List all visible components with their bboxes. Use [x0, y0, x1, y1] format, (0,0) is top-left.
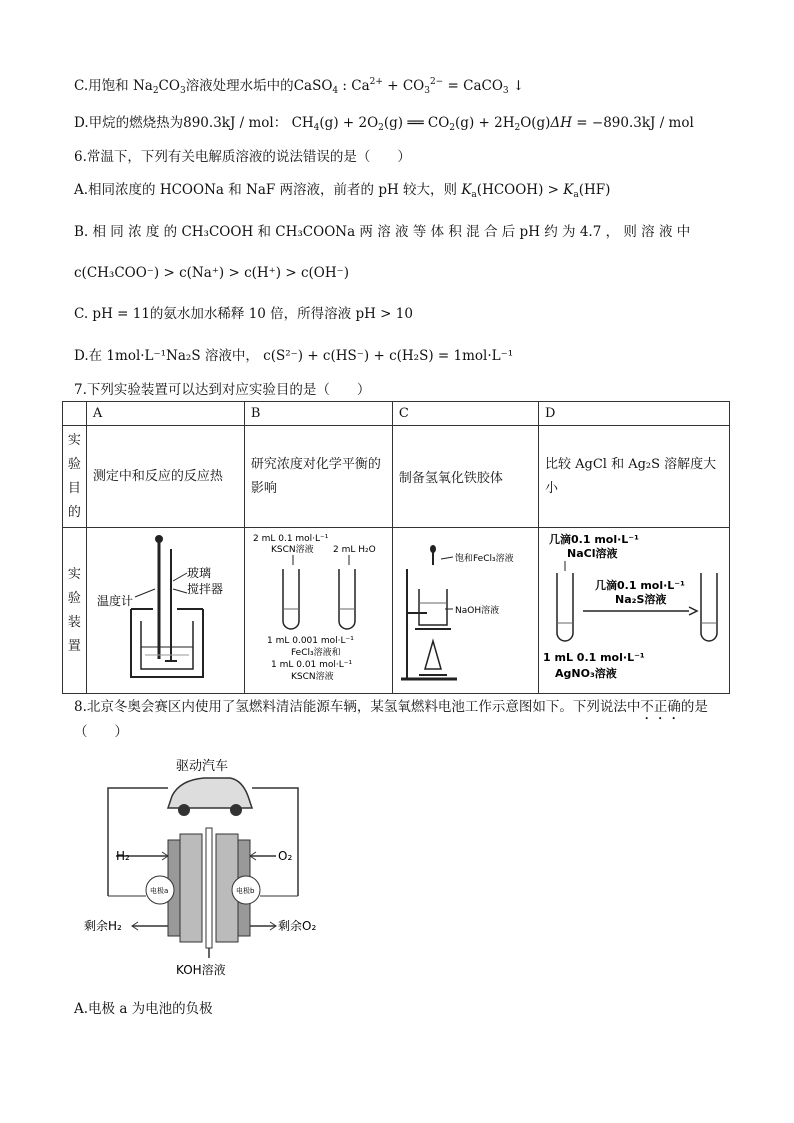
car-icon — [168, 778, 252, 816]
svg-text:电极a: 电极a — [150, 887, 169, 895]
svg-text:AgNO₃溶液: AgNO₃溶液 — [555, 666, 617, 680]
svg-text:电极b: 电极b — [236, 887, 255, 895]
car-label: 驱动汽车 — [176, 759, 229, 774]
svg-text:1 mL 0.01 mol·L⁻¹: 1 mL 0.01 mol·L⁻¹ — [271, 659, 353, 670]
purpose-c: 制备氢氧化铁胶体 — [392, 426, 538, 528]
apparatus-b — [244, 528, 392, 694]
col-head-b: B — [244, 402, 392, 426]
q8-stem: 8.北京冬奥会赛区内使用了氢燃料清洁能源车辆，某氢氧燃料电池工作示意图如下。下列说法中不正确的是 — [74, 699, 708, 715]
q8-paren: （ ） — [74, 724, 128, 740]
apparatus-a — [86, 528, 244, 694]
svg-text:1 mL 0.1 mol·L⁻¹: 1 mL 0.1 mol·L⁻¹ — [543, 650, 645, 664]
svg-text:饱和FeCl₃溶液: 饱和FeCl₃溶液 — [455, 553, 515, 564]
svg-text:玻璃: 玻璃 — [187, 565, 212, 580]
svg-text:1 mL 0.001 mol·L⁻¹: 1 mL 0.001 mol·L⁻¹ — [267, 635, 355, 646]
svg-text:剩余O₂: 剩余O₂ — [278, 919, 317, 933]
q7-stem: 7.下列实验装置可以达到对应实验目的是（ ） — [74, 382, 371, 398]
q7-experiment-table — [62, 401, 730, 694]
svg-text:FeCl₃溶液和: FeCl₃溶液和 — [291, 647, 341, 658]
svg-text:H₂: H₂ — [116, 849, 130, 863]
q6-option-c: C. pH = 11的氨水加水稀释 10 倍，所得溶液 pH > 10 — [74, 306, 413, 322]
svg-text:Na₂S溶液: Na₂S溶液 — [615, 592, 667, 606]
purpose-d: 比较 AgCl 和 Ag₂S 溶解度大小 — [539, 426, 730, 528]
svg-text:几滴0.1 mol·L⁻¹: 几滴0.1 mol·L⁻¹ — [549, 532, 639, 546]
col-head-c: C — [392, 402, 538, 426]
svg-text:NaOH溶液: NaOH溶液 — [455, 605, 500, 616]
svg-text:几滴0.1 mol·L⁻¹: 几滴0.1 mol·L⁻¹ — [595, 578, 685, 592]
svg-text:KSCN溶液: KSCN溶液 — [291, 671, 335, 682]
svg-text:2 mL 0.1 mol·L⁻¹: 2 mL 0.1 mol·L⁻¹ — [253, 533, 329, 544]
svg-text:KOH溶液: KOH溶液 — [176, 963, 226, 977]
svg-text:搅拌器: 搅拌器 — [187, 581, 224, 596]
purpose-b: 研究浓度对化学平衡的影响 — [244, 426, 392, 528]
q6-option-b-line1: B. 相 同 浓 度 的 CH₃COOH 和 CH₃COONa 两 溶 液 等 体 积 混 合 后 pH 约 为 4.7 ， 则 溶 液 中 — [74, 224, 691, 240]
fuel-cell-diagram — [80, 752, 340, 982]
q6-option-b-line2: c(CH₃COO⁻) > c(Na⁺) > c(H⁺) > c(OH⁻) — [74, 265, 350, 281]
apparatus-c — [392, 528, 538, 694]
purpose-a: 测定中和反应的反应热 — [86, 426, 244, 528]
q6-option-a: A.相同浓度的 HCOONa 和 NaF 两溶液，前者的 pH 较大，则 $K_a(HCOOH) > K_a(HF)$ — [74, 182, 611, 200]
col-head-a: A — [86, 402, 244, 426]
col-head-d: D — [539, 402, 730, 426]
q6-option-d: D.在 1mol·L⁻¹Na₂S 溶液中， c(S²⁻) + c(HS⁻) + c(H₂S) = 1mol·L⁻¹ — [74, 348, 514, 364]
q5-option-d: D.甲烷的燃烧热为890.3kJ / mol： $CH_4(g) + 2O_2(g)$ ══ $CO_2(g) + 2H_2O(g)\Delta H = -890.3kJ$ / mol — [74, 115, 694, 133]
apparatus-d — [539, 528, 730, 694]
svg-text:剩余H₂: 剩余H₂ — [84, 919, 122, 933]
q6-stem: 6.常温下，下列有关电解质溶液的说法错误的是（ ） — [74, 149, 411, 165]
q5-option-c: C.用饱和 $Na_2CO_3$溶液处理水垢中的CaSO$_4$ : $Ca^{2+} + CO_3^{2-}$ = CaCO$_3$ ↓ — [74, 77, 525, 96]
purpose-row-head: 实 验 目 的 — [63, 426, 87, 528]
label-thermometer: 温度计 — [97, 593, 134, 608]
svg-text:O₂: O₂ — [278, 849, 293, 863]
device-row-head: 实 验 装 置 — [63, 528, 87, 694]
q8-option-a: A.电极 a 为电池的负极 — [74, 1001, 213, 1017]
svg-text:2 mL H₂O: 2 mL H₂O — [333, 544, 377, 555]
svg-text:KSCN溶液: KSCN溶液 — [271, 544, 315, 555]
svg-text:NaCl溶液: NaCl溶液 — [567, 546, 618, 560]
